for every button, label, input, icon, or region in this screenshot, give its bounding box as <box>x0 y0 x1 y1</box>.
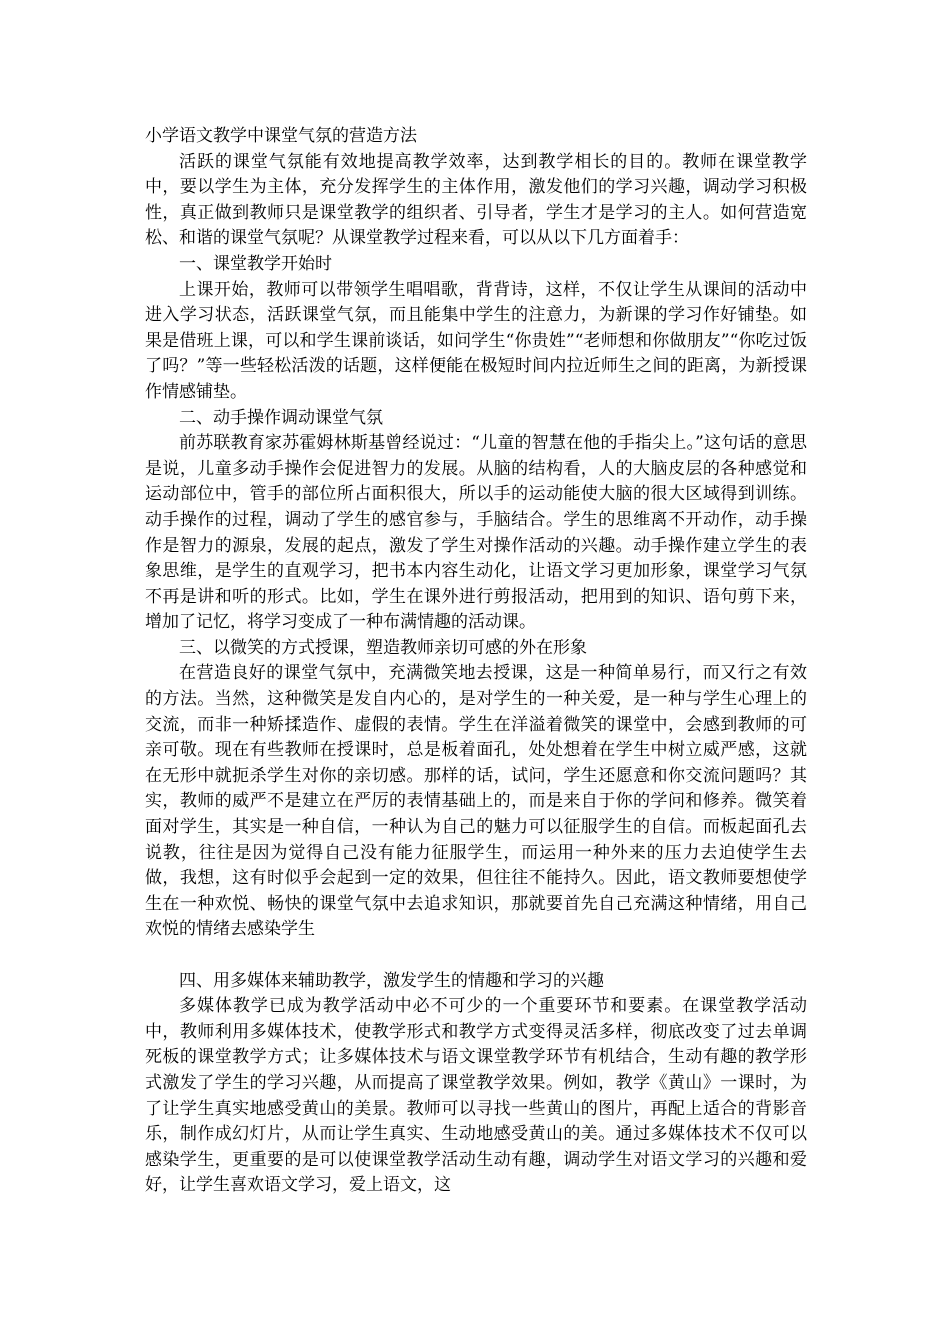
section-paragraph: 在营造良好的课堂气氛中，充满微笑地去授课，这是一种简单易行，而又行之有效的方法。当然，这种微笑是发自内心的，是对学生的一种关爱，是一种与学生心理上的交流，而非一种矫揉造作、虚假的表情。学生在洋溢着微笑的课堂中，会感到教师的可亲可敬。现在有些教师在授课时，总是板着面孔，处处想着在学生中树立威严感，这就在无形中就扼杀学生对你的亲切感。那样的话，试问，学生还愿意和你交流问题吗？其实，教师的威严不是建立在严厉的表情基础上的，而是来自于你的学问和修养。微笑着面对学生，其实是一种自信，一种认为自己的魅力可以征服学生的自信。而板起面孔去说教，往往是因为觉得自己没有能力征服学生，而运用一种外来的压力去迫使学生去做，我想，这有时似乎会起到一定的效果，但往往不能持久。因此，语文教师要想使学生在一种欢悦、畅快的课堂气氛中去追求知识，那就要首先自己充满这种情绪，用自己欢悦的情绪去感染学生 <box>145 663 807 940</box>
section-heading: 二、动手操作调动课堂气氛 <box>179 407 383 428</box>
section-paragraph: 上课开始，教师可以带领学生唱唱歌，背背诗，这样，不仅让学生从课间的活动中进入学习状态，活跃课堂气氛，而且能集中学生的注意力，为新课的学习作好铺垫。如果是借班上课，可以和学生课前谈话，如问学生“你贵姓”“老师想和你做朋友”“你吃过饭了吗？”等一些轻松活泼的话题，这样便能在极短时间内拉近师生之间的距离，为新授课作情感铺垫。 <box>145 279 807 402</box>
document-body <box>145 124 807 1199</box>
section-heading: 三、以微笑的方式授课，塑造教师亲切可感的外在形象 <box>179 637 587 658</box>
section-heading: 四、用多媒体来辅助教学，激发学生的情趣和学习的兴趣 <box>179 970 604 991</box>
section-heading: 一、课堂教学开始时 <box>179 253 332 274</box>
blank-line <box>145 943 807 969</box>
section-paragraph: 前苏联教育家苏霍姆林斯基曾经说过：“儿童的智慧在他的手指尖上。”这句话的意思是说，儿童多动手操作会促进智力的发展。从脑的结构看，人的大脑皮层的各种感觉和运动部位中，管手的部位所占面积很大，所以手的运动能使大脑的很大区域得到训练。动手操作的过程，调动了学生的感官参与，手脑结合。学生的思维离不开动作，动手操作是智力的源泉，发展的起点，激发了学生对操作活动的兴趣。动手操作建立学生的表象思维，是学生的直观学习，把书本内容生动化，让语文学习更加形象，课堂学习气氛不再是讲和听的形式。比如，学生在课外进行剪报活动，把用到的知识、语句剪下来，增加了记忆，将学习变成了一种布满情趣的活动课。 <box>145 433 807 633</box>
intro-paragraph: 活跃的课堂气氛能有效地提高教学效率，达到教学相长的目的。教师在课堂教学中，要以学生为主体，充分发挥学生的主体作用，激发他们的学习兴趣，调动学习积极性，真正做到教师只是课堂教学的组织者、引导者，学生才是学习的主人。如何营造宽松、和谐的课堂气氛呢？从课堂教学过程来看，可以从以下几方面着手： <box>145 151 807 249</box>
section-paragraph: 多媒体教学已成为教学活动中必不可少的一个重要环节和要素。在课堂教学活动中，教师利用多媒体技术，使教学形式和教学方式变得灵活多样，彻底改变了过去单调死板的课堂教学方式；让多媒体技术与语文课堂教学环节有机结合，生动有趣的教学形式激发了学生的学习兴趣，从而提高了课堂教学效果。例如，教学《黄山》一课时，为了让学生真实地感受黄山的美景。教师可以寻找一些黄山的图片，再配上适合的背影音乐，制作成幻灯片，从而让学生真实、生动地感受黄山的美。通过多媒体技术不仅可以感染学生，更重要的是可以使课堂教学活动生动有趣，调动学生对语文学习的兴趣和爱好，让学生喜欢语文学习，爱上语文，这 <box>145 996 807 1196</box>
document-title: 小学语文教学中课堂气氛的营造方法 <box>145 126 417 146</box>
